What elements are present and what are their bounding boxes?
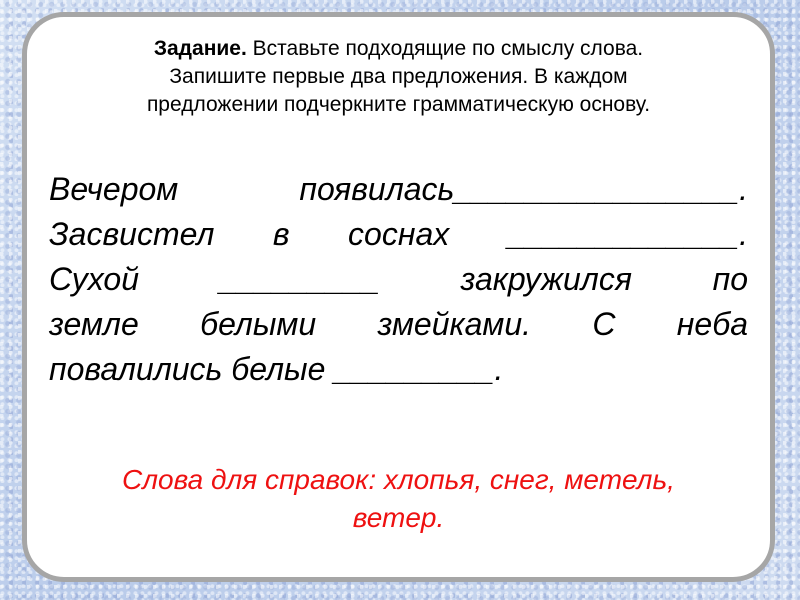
word: белыми (200, 306, 317, 342)
word: _____________. (507, 216, 748, 252)
word: соснах (348, 216, 450, 252)
word: змейками. (377, 306, 532, 342)
reference-line1: Слова для справок: хлопья, снег, метель, (122, 464, 675, 495)
word: _________ (219, 261, 380, 297)
text-line-2 (49, 212, 748, 257)
text-line-3 (49, 257, 748, 302)
exercise-text (49, 167, 748, 392)
task-text-line3: предложении подчеркните грамматическую основу. (146, 93, 651, 116)
word: появилась________________. (299, 171, 748, 207)
text-line-4 (49, 302, 748, 347)
word: в (272, 216, 290, 252)
reference-words (57, 461, 740, 537)
text-line-5 (49, 347, 748, 392)
task-heading: Задание. (153, 37, 247, 60)
reference-line2: ветер. (352, 502, 445, 533)
word: Сухой (49, 261, 139, 297)
word: неба (676, 306, 748, 342)
task-text-line1: Вставьте подходящие по смыслу слова. (246, 37, 644, 60)
text-line-1 (49, 167, 748, 212)
word: по (712, 261, 748, 297)
word: земле (49, 306, 139, 342)
word: закружился (460, 261, 632, 297)
word: повалились белые _________. (49, 351, 504, 387)
word: Вечером (49, 171, 179, 207)
slide-card (22, 12, 775, 582)
word: С (592, 306, 616, 342)
task-instructions (87, 35, 710, 119)
task-text-line2: Запишите первые два предложения. В каждом (169, 65, 628, 88)
word: Засвистел (49, 216, 215, 252)
